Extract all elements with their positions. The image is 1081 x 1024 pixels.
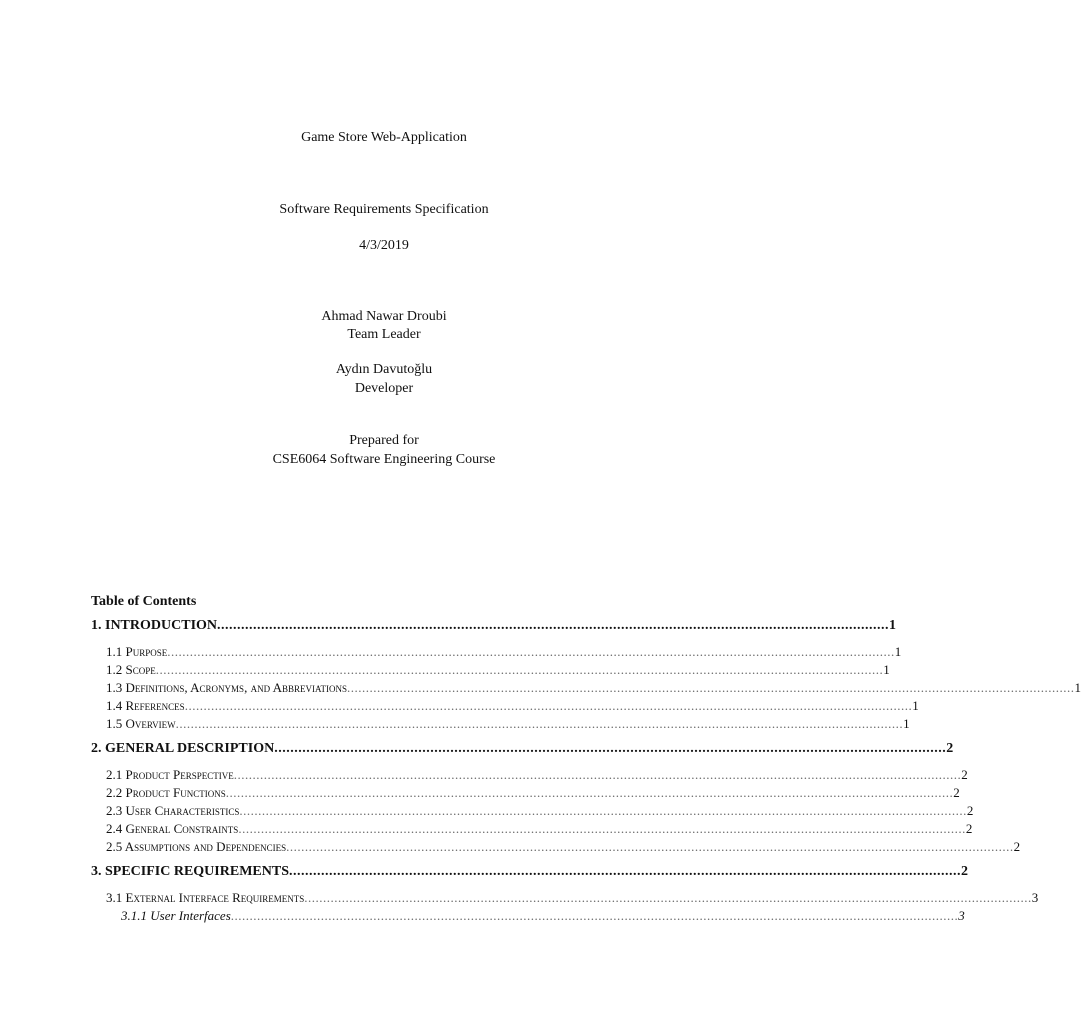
toc-entry-page: 3 xyxy=(1031,890,1039,905)
toc-leader: .................................................................................................................................................................................................. xyxy=(239,803,967,818)
toc-leader: .................................................................................................................................................................................................. xyxy=(167,644,895,659)
toc-entry-label: 2.5 Assumptions and Dependencies xyxy=(106,839,287,854)
author1-role: Team Leader xyxy=(347,327,421,342)
toc-leader: .................................................................................................................................................................................................. xyxy=(347,680,1075,695)
toc-entry-label: 2.3 User Characteristics xyxy=(106,803,240,818)
toc-entry-page: 2 xyxy=(1013,839,1021,854)
toc-entry-page: 2 xyxy=(946,741,954,756)
toc-leader: ........................................................................................................................................................................ xyxy=(288,864,961,879)
document-date: 4/3/2019 xyxy=(359,238,409,253)
toc-leader: .................................................................................................................................................................................................. xyxy=(184,698,913,713)
toc-leader: .................................................................................................................................................................................................. xyxy=(175,716,904,731)
toc-entry-label: 3. SPECIFIC REQUIREMENTS xyxy=(91,864,289,879)
toc-entry-page: 1 xyxy=(1074,680,1081,695)
toc-entry-label: 3.1 External Interface Requirements xyxy=(106,890,305,905)
toc-entry-assumptions[interactable] xyxy=(106,839,1021,855)
toc-entry-general-constraints[interactable] xyxy=(106,821,973,837)
toc-entry-page: 1 xyxy=(883,662,890,677)
toc-entry-page: 1 xyxy=(889,618,897,633)
toc-entry-overview[interactable] xyxy=(106,716,910,732)
toc-entry-page: 2 xyxy=(953,785,960,800)
toc-entry-label: 2.1 Product Perspective xyxy=(106,767,234,782)
toc-entry-general-description[interactable] xyxy=(91,741,954,757)
document-type: Software Requirements Specification xyxy=(279,202,489,217)
toc-entry-user-characteristics[interactable] xyxy=(106,803,974,819)
toc-entry-scope[interactable] xyxy=(106,662,890,678)
toc-entry-page: 2 xyxy=(966,803,974,818)
toc-entry-product-functions[interactable] xyxy=(106,785,960,801)
toc-entry-page: 1 xyxy=(912,698,919,713)
toc-entry-external-interface[interactable] xyxy=(106,890,1039,906)
toc-leader: .................................................................................................................................................................................................. xyxy=(238,821,966,836)
toc-entry-label: 1.3 Definitions, Acronyms, and Abbreviations xyxy=(106,680,347,695)
toc-entry-page: 1 xyxy=(894,644,902,659)
document-title: Game Store Web-Application xyxy=(301,130,467,145)
toc-entry-label: 1. INTRODUCTION xyxy=(91,618,218,633)
toc-entry-page: 2 xyxy=(965,821,973,836)
toc-entry-user-interfaces[interactable] xyxy=(121,908,965,924)
toc-leader: .................................................................................................................................................................................................. xyxy=(230,908,959,923)
toc-entry-label: 3.1.1 User Interfaces xyxy=(121,908,231,923)
author1-name: Ahmad Nawar Droubi xyxy=(321,309,447,324)
toc-entry-label: 2. GENERAL DESCRIPTION xyxy=(91,741,275,756)
toc-entry-label: 2.2 Product Functions xyxy=(106,785,226,800)
toc-leader: .................................................................................................................................................................................................. xyxy=(304,890,1032,905)
toc-entry-product-perspective[interactable] xyxy=(106,767,968,783)
toc-entry-label: 1.5 Overview xyxy=(106,716,176,731)
toc-entry-page: 1 xyxy=(903,716,910,731)
toc-entry-page: 2 xyxy=(960,864,968,879)
toc-entry-label: 2.4 General Constraints xyxy=(106,821,239,836)
course-name: CSE6064 Software Engineering Course xyxy=(272,452,496,467)
prepared-for-label: Prepared for xyxy=(349,433,419,448)
toc-entry-purpose[interactable] xyxy=(106,644,902,660)
toc-entry-page: 3 xyxy=(958,908,965,923)
toc-entry-label: 1.4 References xyxy=(106,698,185,713)
toc-leader: ........................................................................................................................................................................ xyxy=(274,741,947,756)
toc-leader: .................................................................................................................................................................................................. xyxy=(286,839,1014,854)
toc-leader: .................................................................................................................................................................................................. xyxy=(225,785,954,800)
toc-leader: ........................................................................................................................................................................ xyxy=(217,618,890,633)
toc-entry-label: 1.2 Scope xyxy=(106,662,156,677)
author2-name: Aydın Davutoğlu xyxy=(335,362,433,377)
toc-entry-definitions[interactable] xyxy=(106,680,1081,696)
toc-leader: .................................................................................................................................................................................................. xyxy=(233,767,962,782)
toc-entry-specific-requirements[interactable] xyxy=(91,864,968,880)
toc-entry-introduction[interactable] xyxy=(91,618,897,634)
toc-entry-references[interactable] xyxy=(106,698,919,714)
toc-leader: .................................................................................................................................................................................................. xyxy=(155,662,884,677)
toc-heading: Table of Contents xyxy=(91,594,197,609)
toc-entry-page: 2 xyxy=(961,767,968,782)
author2-role: Developer xyxy=(354,381,414,396)
toc-entry-label: 1.1 Purpose xyxy=(106,644,168,659)
